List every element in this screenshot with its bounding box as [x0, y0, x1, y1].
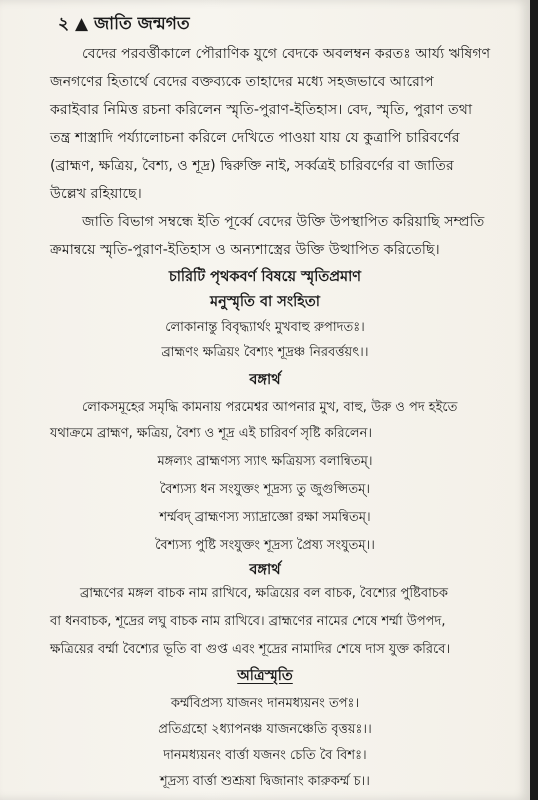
- para1-line-6: উল্লেখ রহিয়াছে।: [50, 186, 142, 202]
- verse3-line-1: কর্ম্মবিপ্রস্য যাজনং দানমধ্যয়নং তপঃ।: [170, 696, 360, 711]
- smriti-title: চারিটি পৃথকবর্ণ বিষয়ে স্মৃতিপ্রমাণ: [168, 269, 362, 285]
- para2-line-1: জাতি বিভাগ সম্বন্ধে ইতি পূর্ব্বে বেদের উক্তি উপস্থাপিত করিয়াছি সম্প্রতি: [82, 214, 485, 230]
- bangartha2-line-2: বা ধনবাচক, শূদ্রের লঘু বাচক নাম রাখিবে। ব্রাহ্মণের নামের শেষে শর্ম্মা উপপদ,: [50, 614, 446, 629]
- para1-line-3: করাইবার নিমিত্ত রচনা করিলেন স্মৃতি-পুরাণ-ইতিহাস। বেদ, স্মৃতি, পুরাণ তথা: [50, 102, 473, 118]
- para1-line-2: জনগণের হিতার্থে বেদের বক্তব্যকে তাহাদের মধ্যে সহজভাবে আরোপ: [50, 74, 434, 90]
- verse3-line-4: শূদ্রস্য বার্ত্তা শুশ্রূষা দ্বিজানাং কারুকর্ম্ম চ।।: [160, 774, 370, 789]
- verse1-line-1: লোকানান্তু বিবৃদ্ধ্যার্থং মুখবাহু রুপাদতঃ।: [165, 320, 365, 335]
- bangartha1-line-2: যথাক্রমে ব্রাহ্মণ, ক্ষত্রিয়, বৈশ্য ও শূদ্র এই চারিবর্ণ সৃষ্টি করিলেন।: [50, 426, 372, 441]
- verse3-line-3: দানমধ্যয়নং বার্ত্তা যজনং চেতি বৈ বিশঃ।: [163, 748, 367, 763]
- section-heading: ২ ▲ জাতি জন্মগত: [58, 14, 190, 34]
- para1-line-5: (ব্রাহ্মণ, ক্ষত্রিয়, বৈশ্য, ও শূদ্র) দ্বিরুক্তি নাই, সর্ব্বত্রই চারিবর্ণের বা জাতির: [50, 158, 454, 174]
- para2-line-2: ক্রমান্বয়ে স্মৃতি-পুরাণ-ইতিহাস ও অন্যশাস্ত্রের উক্তি উত্থাপিত করিতেছি।: [50, 242, 440, 258]
- bangartha2-title: বঙ্গার্থ: [249, 562, 281, 578]
- verse2-line-1: মঙ্গল্যং ব্রাহ্মণস্য স্যাৎ ক্ষত্রিয়স্য বলান্বিতম্।: [157, 454, 373, 469]
- para1-line-4: তন্ত্র শাস্ত্রাদি পর্য্যালোচনা করিলে দেখিতে পাওয়া যায় যে কুত্রাপি চারিবর্ণের: [50, 130, 460, 146]
- bangartha1-line-1: লোকসমূহের সমৃদ্ধি কামনায় পরমেশ্বর আপনার মুখ, বাহু, উরু ও পদ হইতে: [82, 400, 458, 415]
- verse2-line-4: বৈশ্যস্য পুষ্টি সংযুক্তং শূদ্রস্য প্রৈষ্য সংযুতম্।।: [155, 538, 375, 553]
- verse2-line-3: শর্ম্মবদ্ ব্রাহ্মণস্য স্যাদ্রাজ্ঞো রক্ষা সমন্বিতম্।: [159, 510, 371, 525]
- bangartha2-line-1: ব্রাহ্মণের মঙ্গল বাচক নাম রাখিবে, ক্ষত্রিয়ের বল বাচক, বৈশ্যের পুষ্টিবাচক: [80, 586, 448, 601]
- verse2-line-2: বৈশ্যস্য ধন সংযুক্তং শূদ্রস্য তু জুগুপ্সিতম্।: [159, 482, 371, 497]
- verse3-line-2: প্রতিগ্রহো ২ধ্যাপনঞ্চ যাজনঞ্চেতি বৃত্তয়ঃ।।: [158, 722, 372, 737]
- manu-title: মনুস্মৃতি বা সংহিতা: [210, 294, 320, 310]
- para1-line-1: বেদের পরবর্ত্তীকালে পৌরাণিক যুগে বেদকে অবলম্বন করতঃ আর্য্য ঋষিগণ: [82, 46, 491, 62]
- bangartha1-title: বঙ্গার্থ: [249, 372, 281, 388]
- bangartha2-line-3: ক্ষত্রিয়ের বর্ম্মা বৈশ্যের ভূতি বা গুপ্ত এবং শূদ্রের নামাদির শেষে দাস যুক্ত করিবে।: [50, 642, 451, 657]
- verse1-line-2: ব্রাহ্মণং ক্ষত্রিয়ং বৈশ্যং শূদ্রঞ্চ নিরবর্ত্তয়ৎ।।: [161, 345, 369, 360]
- atri-title: অত্রিস্মৃতি: [237, 668, 293, 684]
